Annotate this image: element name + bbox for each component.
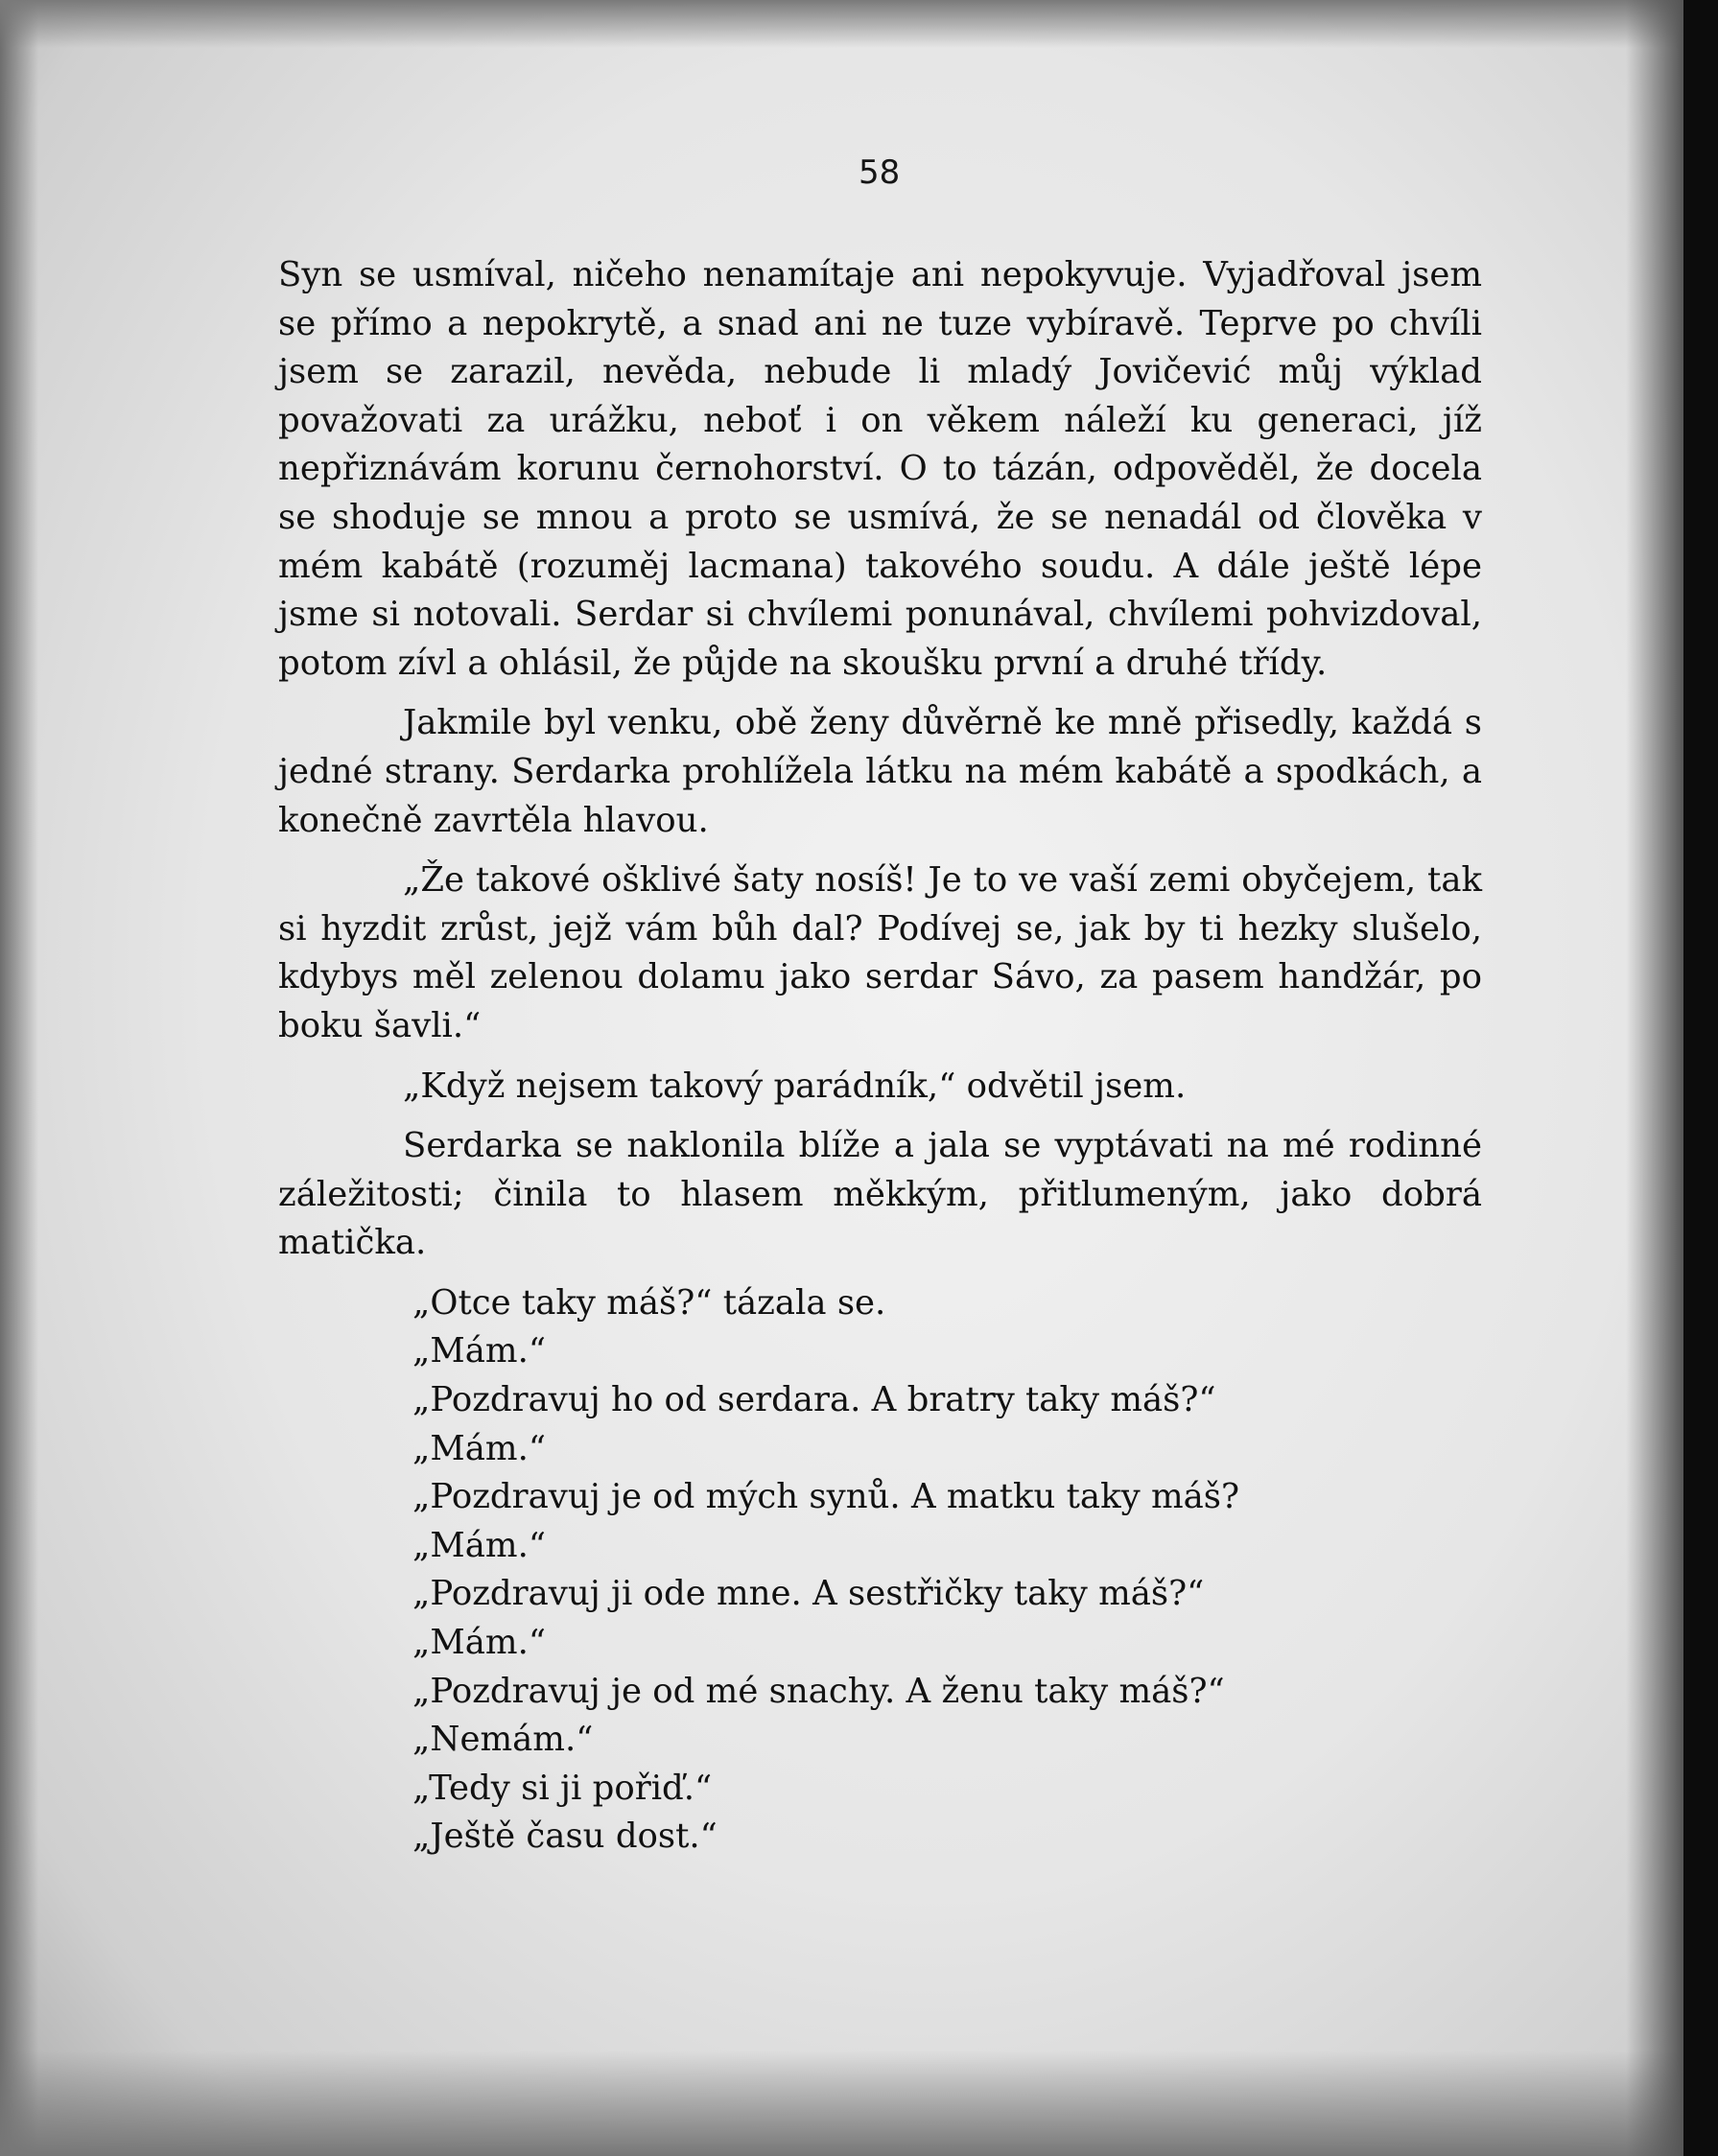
dialog-line: „Tedy si ji pořiď.“ — [412, 1768, 713, 1808]
dialog-line: „Mám.“ — [412, 1428, 547, 1468]
dialog-line: „Mám.“ — [412, 1623, 547, 1663]
paragraph-5: Serdarka se naklonila blíže a jala se vyptávati na mé rodinné záležitosti; činila to hlasem měkkým, přitlumeným, jako dobrá matička. — [278, 1126, 1482, 1263]
dialog-line: „Ještě času dost.“ — [412, 1816, 718, 1857]
page-edge-shadow-left — [0, 0, 38, 2156]
paragraph-2: Jakmile byl venku, obě ženy důvěrně ke mně přisedly, každá s jedné strany. Serdarka prohlížela látku na mém kabátě a spodkách, a konečně zavrtěla hlavou. — [278, 703, 1482, 840]
dialog-line: „Pozdravuj je od mé snachy. A ženu taky máš?“ — [412, 1671, 1225, 1711]
dialog-line: „Pozdravuj je od mých synů. A matku taky máš? — [412, 1477, 1240, 1517]
dialog-line: „Mám.“ — [412, 1331, 547, 1371]
paragraph-4: „Když nejsem takový parádník,“ odvětil jsem. — [403, 1066, 1187, 1106]
dialog-line: „Mám.“ — [412, 1525, 547, 1565]
dialog-line: „Otce taky máš?“ tázala se. — [412, 1282, 886, 1323]
paragraph-1: Syn se usmíval, ničeho nenamítaje ani nepokyvuje. Vyjadřoval jsem se přímo a nepokrytě, a snad ani ne tuze vybíravě. Teprve po chvíli jsem se zarazil, nevěda, nebude li mladý Jovičević můj výklad považovati za urážku, neboť i on věkem náleží ku generaci, jíž nepřiznávám korunu černohorství. O to tázán, odpověděl, že docela se shoduje se mnou a proto se usmívá, že se nenadál od člověka v mém kabátě (rozuměj lacmana) takového soudu. A dále ještě lépe jsme si notovali. Serdar si chvílemi ponunával, chvílemi pohvizdoval, potom zívl a ohlásil, že půjde na skoušku první a druhé třídy. — [278, 255, 1482, 683]
dialog-line: „Pozdravuj ji ode mne. A sestřičky taky máš?“ — [412, 1574, 1205, 1614]
dialog-line: „Pozdravuj ho od serdara. A bratry taky máš?“ — [412, 1380, 1216, 1420]
page-body-text — [278, 251, 1482, 1862]
page-number: 58 — [859, 153, 901, 192]
page-edge-shadow-top — [0, 0, 1683, 48]
page-edge-shadow-bottom — [0, 2051, 1683, 2156]
paragraph-3: „Že takové ošklivé šaty nosíš! Je to ve vaší zemi obyčejem, tak si hyzdit zrůst, jejž vám bůh dal? Podívej se, jak by ti hezky slušelo, kdybys měl zelenou dolamu jako serdar Sávo, za pasem handžár, po boku šavli.“ — [278, 860, 1482, 1045]
page-edge-shadow-right — [1626, 0, 1683, 2156]
dialog-line: „Nemám.“ — [412, 1720, 594, 1760]
scan-right-border — [1683, 0, 1718, 2156]
dialog-block — [278, 1279, 1482, 1862]
